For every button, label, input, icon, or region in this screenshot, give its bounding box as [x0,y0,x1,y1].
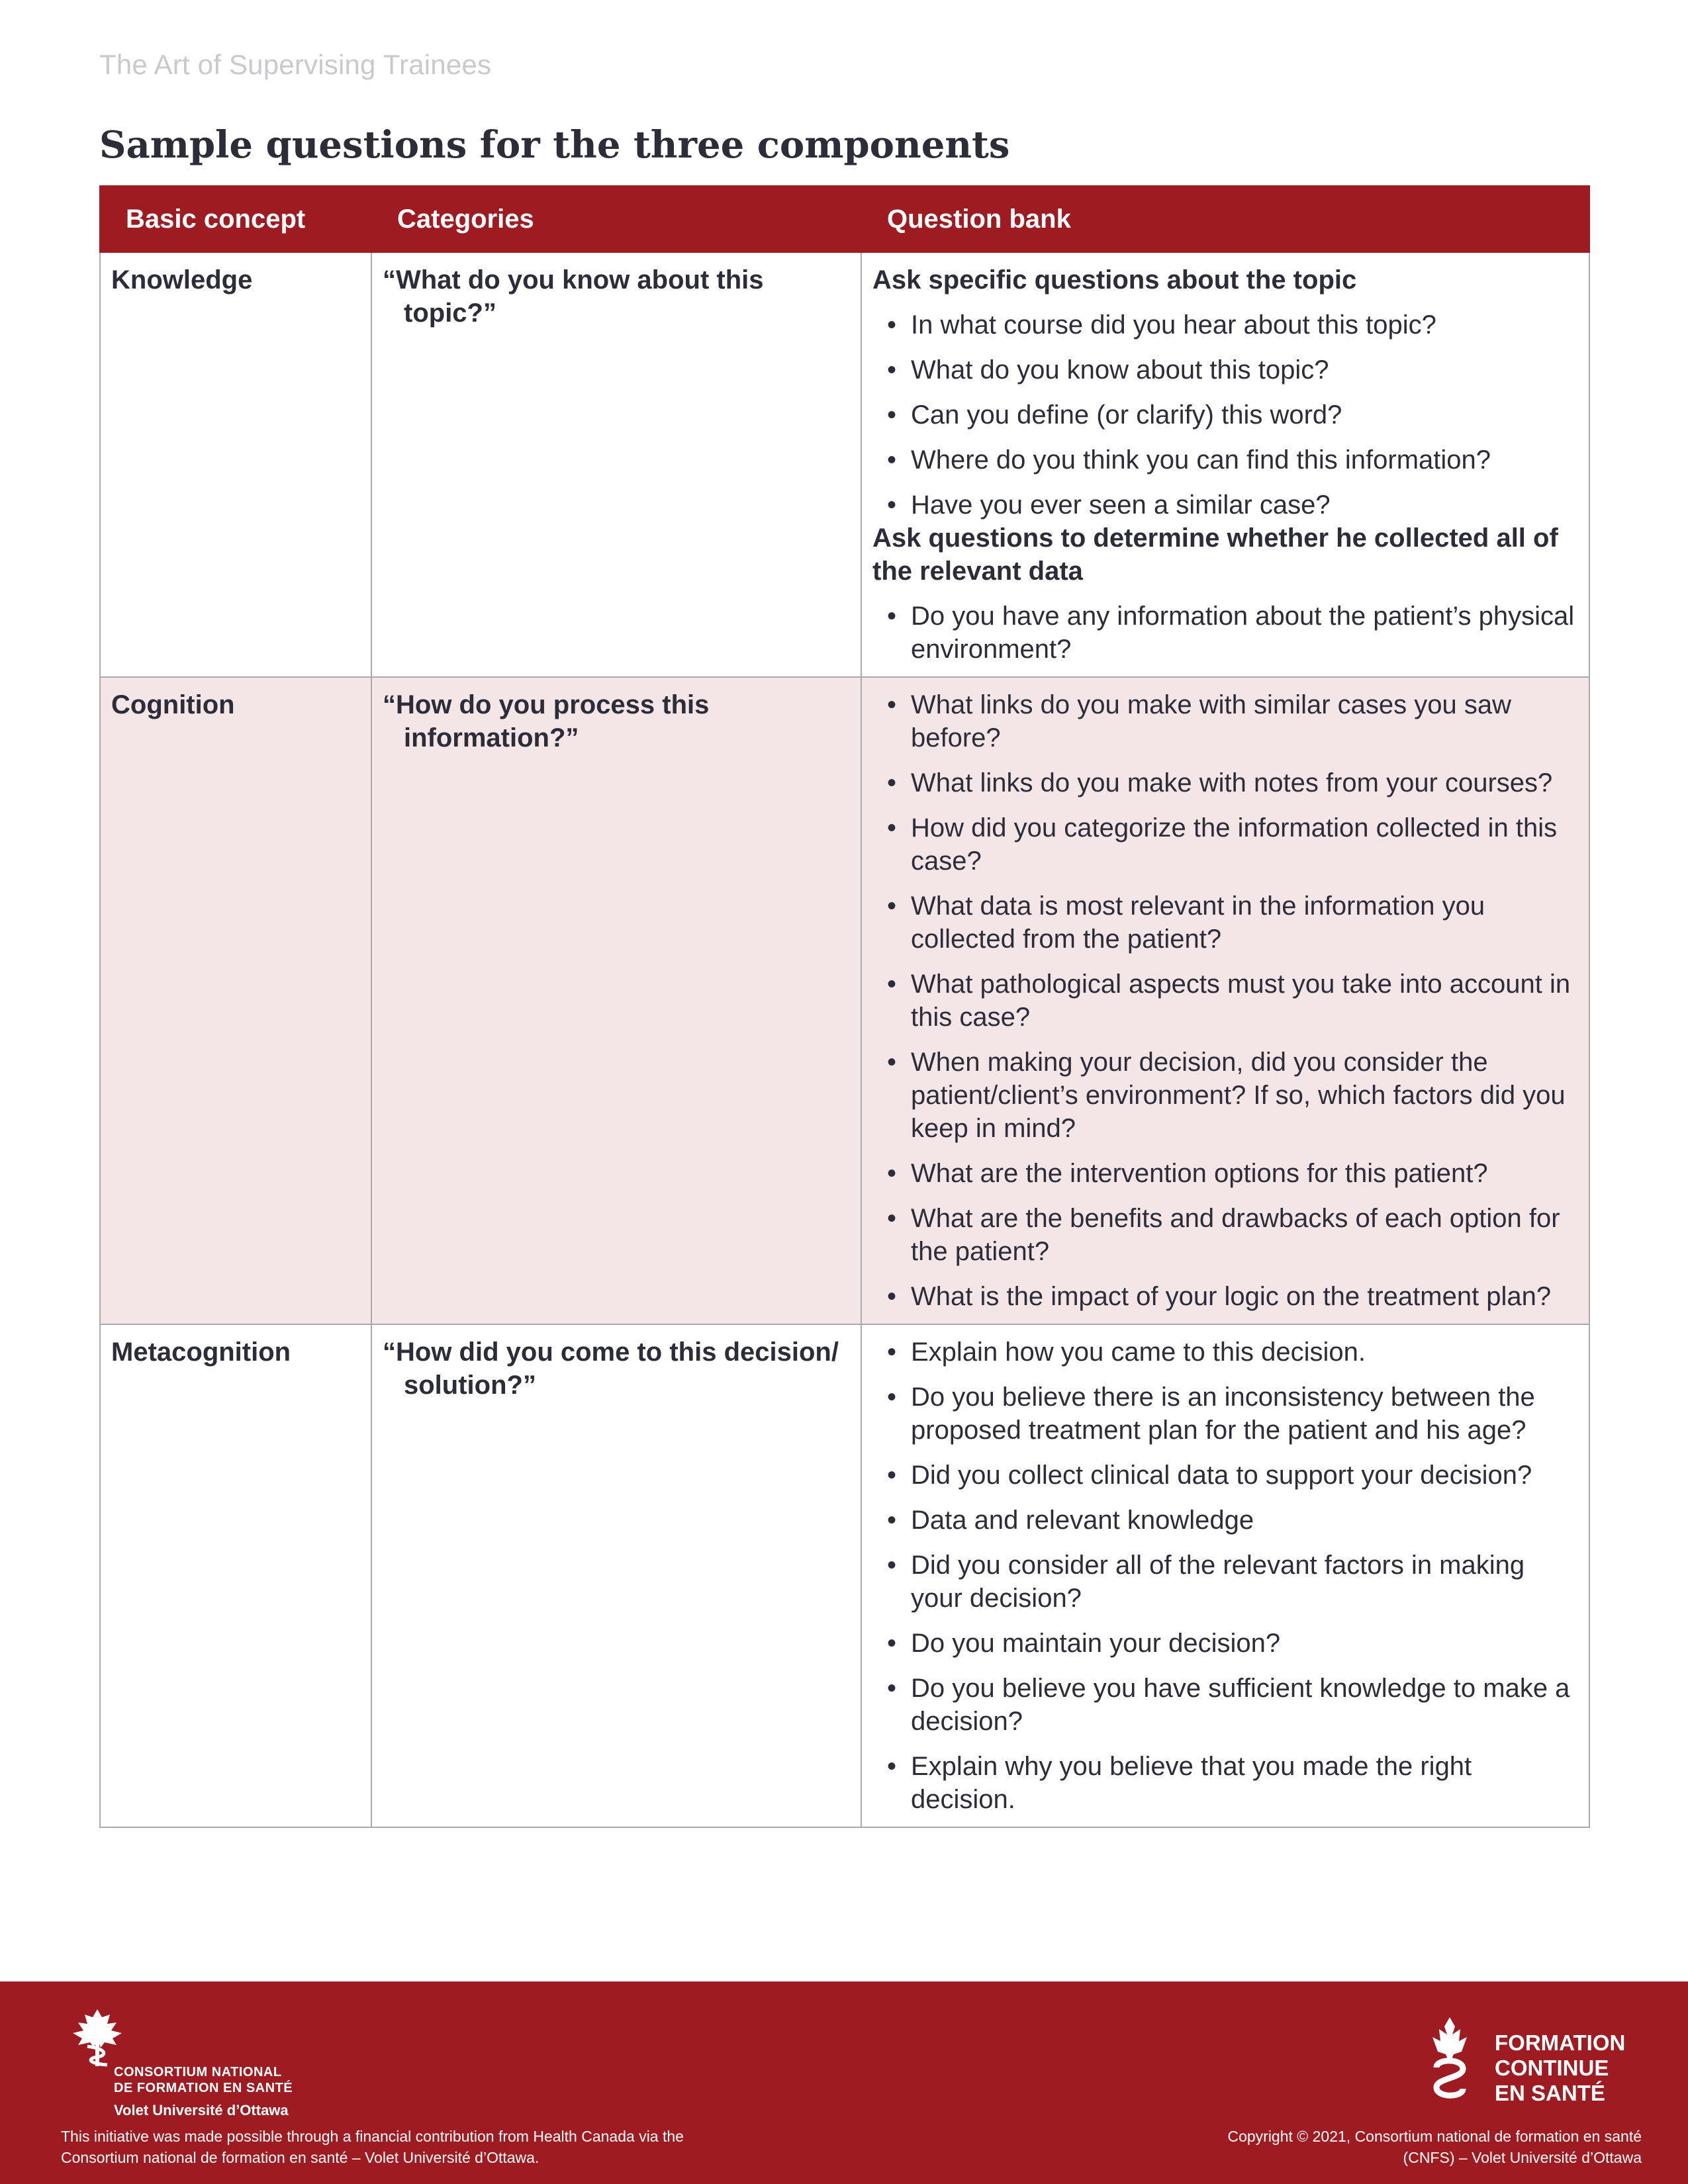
fcs-wordmark-line2: CONTINUE [1495,2056,1609,2080]
question-list [872,308,1578,522]
list-item: • When making your decision, did you consider the patient/client’s environment? If so, which factors did you keep in mind? [872,1046,1578,1145]
question-list [872,688,1578,1313]
list-item: • Do you believe there is an inconsistency between the proposed treatment plan for the patient and his age? [872,1381,1578,1447]
list-item: • What data is most relevant in the information you collected from the patient? [872,889,1578,956]
category-text: “What do you know about this topic?” [383,265,764,328]
table-row-cognition [100,677,1589,1324]
fcs-wordmark [1495,2030,1625,2106]
list-item: • Have you ever seen a similar case? [872,488,1578,522]
list-item: • Did you consider all of the relevant factors in making your decision? [872,1549,1578,1615]
fcs-wordmark-line3: EN SANTÉ [1495,2081,1605,2105]
question-bank-cell [861,677,1589,1324]
list-item: • Data and relevant knowledge [872,1504,1578,1537]
category-cell [371,677,861,1324]
header-categories: Categories [371,186,861,252]
list-item: • What are the intervention options for this patient? [872,1157,1578,1190]
list-item: • What is the impact of your logic on the treatment plan? [872,1280,1578,1313]
list-item: • What links do you make with similar cases you saw before? [872,688,1578,754]
table-row-knowledge [100,252,1589,677]
cnfs-logo-line1: CONSORTIUM NATIONAL [114,2065,282,2079]
list-item: • What are the benefits and drawbacks of each option for the patient? [872,1202,1578,1268]
category-text: “How did you come to this decision/ solution?” [383,1338,839,1400]
list-item: • What pathological aspects must you take into account in this case? [872,968,1578,1034]
category-cell [371,1324,861,1827]
list-item: • Can you define (or clarify) this word? [872,398,1578,432]
copyright-note: Copyright © 2021, Consortium national de formation en santé (CNFS) – Volet Université d’Ottawa [1227,2128,1642,2166]
category-cell [371,252,861,677]
concept-cell: Cognition [100,677,371,1324]
header-basic-concept: Basic concept [100,186,371,252]
list-item: • How did you categorize the information collected in this case? [872,811,1578,878]
cnfs-logo-line3: Volet Université d’Ottawa [114,2102,289,2118]
maple-caduceus-icon [61,2008,134,2068]
cnfs-logo [61,2008,326,2118]
list-item: • Explain how you came to this decision. [872,1336,1578,1369]
fcs-logo [1417,2015,1635,2114]
question-bank-cell [861,1324,1589,1827]
page-title: Sample questions for the three components [99,123,1010,167]
leaf-emblem-icon [1417,2015,1483,2107]
question-list [872,1336,1578,1816]
question-group-heading: Ask questions to determine whether he collected all of the relevant data [872,523,1558,586]
list-item: • Explain why you believe that you made the right decision. [872,1750,1578,1816]
question-list [872,600,1578,666]
table-row-metacognition [100,1324,1589,1827]
list-item: • In what course did you hear about this topic? [872,308,1578,341]
running-head: The Art of Supervising Trainees [99,49,492,80]
concept-cell: Knowledge [100,252,371,677]
funding-note: This initiative was made possible through a financial contribution from Health Canada via the Consortium national de formation en santé – Volet Université d’Ottawa. [61,2128,684,2166]
list-item: • Do you maintain your decision? [872,1627,1578,1660]
cnfs-logo-line2: DE FORMATION EN SANTÉ [114,2081,293,2095]
footer-band [0,1981,1688,2184]
question-bank-cell [861,252,1589,677]
list-item: • Did you collect clinical data to support your decision? [872,1459,1578,1492]
fcs-wordmark-line1: FORMATION [1495,2030,1626,2055]
concept-cell: Metacognition [100,1324,371,1827]
list-item: • What links do you make with notes from your courses? [872,766,1578,799]
question-group-heading: Ask specific questions about the topic [872,265,1357,295]
list-item: • Where do you think you can find this information? [872,443,1578,477]
question-table [99,185,1590,1828]
list-item: • What do you know about this topic? [872,353,1578,387]
header-question-bank: Question bank [861,186,1589,252]
list-item: • Do you have any information about the patient’s physical environment? [872,600,1578,666]
list-item: • Do you believe you have sufficient knowledge to make a decision? [872,1672,1578,1738]
table-header-row [100,186,1589,252]
category-text: “How do you process this information?” [383,690,710,752]
